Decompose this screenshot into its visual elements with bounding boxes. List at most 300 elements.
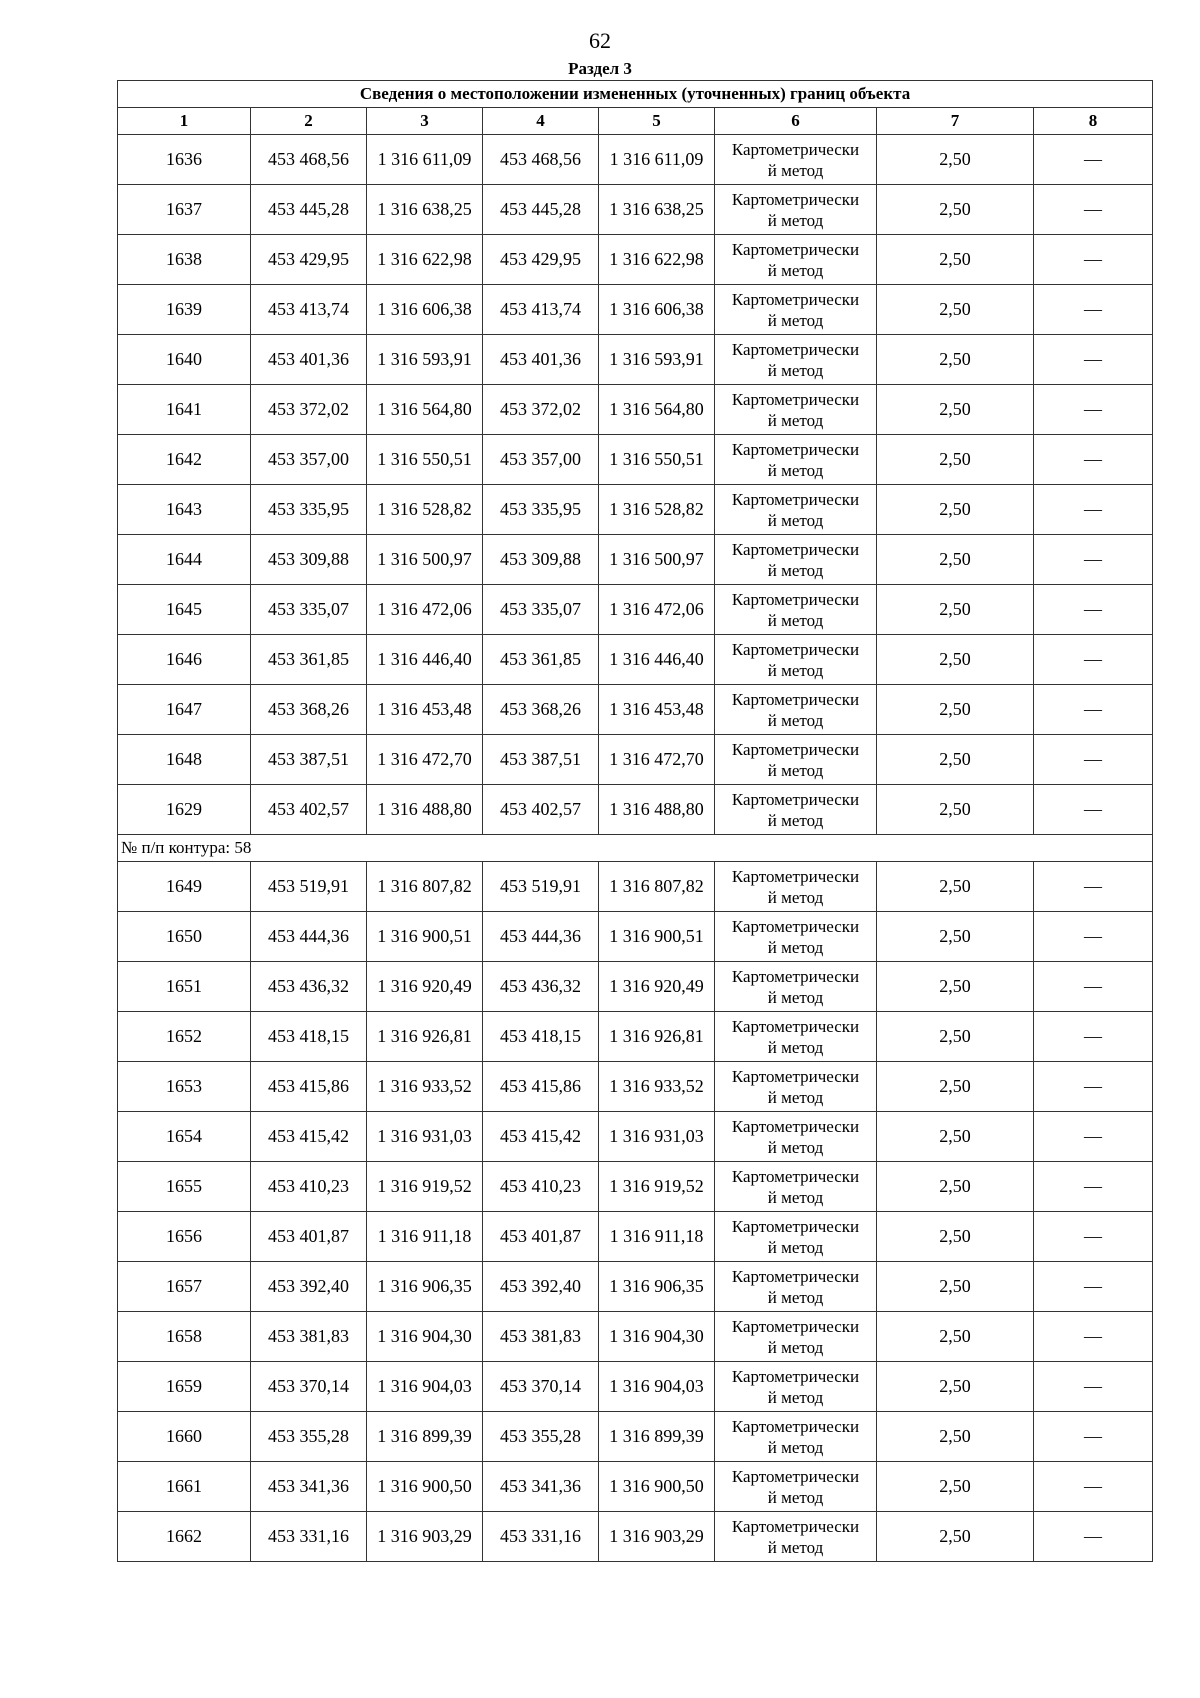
coordinate-y-cell: 1 316 931,03 — [367, 1112, 483, 1162]
coordinate-x-cell: 453 401,87 — [251, 1212, 367, 1262]
point-number-cell: 1652 — [118, 1012, 251, 1062]
method-line: й метод — [767, 1187, 824, 1207]
coordinate-y-cell: 1 316 903,29 — [599, 1512, 715, 1562]
coordinate-y-cell: 1 316 453,48 — [367, 685, 483, 735]
table-row — [118, 1212, 1153, 1262]
method-line: й метод — [767, 460, 824, 480]
empty-value-cell: — — [1034, 1112, 1153, 1162]
method-cell — [715, 735, 877, 785]
method-cell — [715, 185, 877, 235]
coordinate-y-cell: 1 316 606,38 — [367, 285, 483, 335]
method-line: Картометрически — [731, 1166, 860, 1186]
accuracy-cell: 2,50 — [877, 535, 1034, 585]
point-number-cell: 1639 — [118, 285, 251, 335]
coordinate-x-cell: 453 355,28 — [251, 1412, 367, 1462]
empty-value-cell: — — [1034, 1162, 1153, 1212]
method-cell — [715, 635, 877, 685]
accuracy-cell: 2,50 — [877, 285, 1034, 335]
coordinate-y-cell: 1 316 446,40 — [367, 635, 483, 685]
point-number-cell: 1661 — [118, 1462, 251, 1512]
method-line: Картометрически — [731, 1366, 860, 1386]
coordinate-x-cell: 453 309,88 — [483, 535, 599, 585]
contour-label: № п/п контура: 58 — [118, 835, 1153, 862]
coordinate-y-cell: 1 316 807,82 — [599, 862, 715, 912]
method-cell — [715, 385, 877, 435]
accuracy-cell: 2,50 — [877, 1312, 1034, 1362]
coordinate-y-cell: 1 316 919,52 — [367, 1162, 483, 1212]
method-line: й метод — [767, 560, 824, 580]
empty-value-cell: — — [1034, 185, 1153, 235]
coordinate-y-cell: 1 316 528,82 — [367, 485, 483, 535]
coordinate-y-cell: 1 316 933,52 — [367, 1062, 483, 1112]
accuracy-cell: 2,50 — [877, 685, 1034, 735]
point-number-cell: 1656 — [118, 1212, 251, 1262]
method-line: Картометрически — [731, 916, 860, 936]
method-cell — [715, 135, 877, 185]
coordinate-y-cell: 1 316 900,50 — [599, 1462, 715, 1512]
method-cell — [715, 485, 877, 535]
empty-value-cell: — — [1034, 962, 1153, 1012]
table-row — [118, 1262, 1153, 1312]
coordinate-x-cell: 453 341,36 — [251, 1462, 367, 1512]
method-line: Картометрически — [731, 639, 860, 659]
coordinate-x-cell: 453 309,88 — [251, 535, 367, 585]
coordinate-y-cell: 1 316 528,82 — [599, 485, 715, 535]
accuracy-cell: 2,50 — [877, 435, 1034, 485]
coordinate-x-cell: 453 335,95 — [483, 485, 599, 535]
column-number-header: 1 — [118, 108, 251, 135]
method-line: й метод — [767, 210, 824, 230]
method-cell — [715, 1462, 877, 1512]
coordinate-x-cell: 453 429,95 — [483, 235, 599, 285]
coordinate-x-cell: 453 418,15 — [251, 1012, 367, 1062]
coordinate-x-cell: 453 418,15 — [483, 1012, 599, 1062]
method-line: Картометрически — [731, 439, 860, 459]
table-row — [118, 1312, 1153, 1362]
method-cell — [715, 1012, 877, 1062]
coordinate-y-cell: 1 316 906,35 — [599, 1262, 715, 1312]
method-line: Картометрически — [731, 339, 860, 359]
accuracy-cell: 2,50 — [877, 785, 1034, 835]
coordinate-y-cell: 1 316 488,80 — [367, 785, 483, 835]
method-line: й метод — [767, 1537, 824, 1557]
coordinate-y-cell: 1 316 550,51 — [599, 435, 715, 485]
method-line: й метод — [767, 610, 824, 630]
coordinate-x-cell: 453 415,42 — [251, 1112, 367, 1162]
column-number-header: 4 — [483, 108, 599, 135]
coordinate-y-cell: 1 316 472,06 — [599, 585, 715, 635]
table-row — [118, 1062, 1153, 1112]
contour-row — [118, 835, 1153, 862]
accuracy-cell: 2,50 — [877, 485, 1034, 535]
empty-value-cell: — — [1034, 912, 1153, 962]
table-row — [118, 185, 1153, 235]
coordinate-x-cell: 453 413,74 — [251, 285, 367, 335]
coordinate-y-cell: 1 316 611,09 — [599, 135, 715, 185]
coordinate-x-cell: 453 468,56 — [251, 135, 367, 185]
boundary-coordinates-table — [117, 80, 1153, 1562]
coordinate-y-cell: 1 316 593,91 — [367, 335, 483, 385]
point-number-cell: 1640 — [118, 335, 251, 385]
empty-value-cell: — — [1034, 285, 1153, 335]
method-cell — [715, 285, 877, 335]
point-number-cell: 1658 — [118, 1312, 251, 1362]
coordinate-y-cell: 1 316 919,52 — [599, 1162, 715, 1212]
accuracy-cell: 2,50 — [877, 335, 1034, 385]
coordinate-x-cell: 453 415,86 — [483, 1062, 599, 1112]
accuracy-cell: 2,50 — [877, 1112, 1034, 1162]
point-number-cell: 1649 — [118, 862, 251, 912]
coordinate-y-cell: 1 316 926,81 — [599, 1012, 715, 1062]
coordinate-x-cell: 453 436,32 — [483, 962, 599, 1012]
coordinate-y-cell: 1 316 911,18 — [599, 1212, 715, 1262]
table-row — [118, 685, 1153, 735]
method-line: Картометрически — [731, 689, 860, 709]
accuracy-cell: 2,50 — [877, 135, 1034, 185]
table-row — [118, 1362, 1153, 1412]
point-number-cell: 1655 — [118, 1162, 251, 1212]
point-number-cell: 1644 — [118, 535, 251, 585]
point-number-cell: 1646 — [118, 635, 251, 685]
point-number-cell: 1643 — [118, 485, 251, 535]
method-cell — [715, 1412, 877, 1462]
method-line: й метод — [767, 660, 824, 680]
method-cell — [715, 1162, 877, 1212]
point-number-cell: 1660 — [118, 1412, 251, 1462]
column-number-header: 3 — [367, 108, 483, 135]
method-line: й метод — [767, 1237, 824, 1257]
coordinate-x-cell: 453 335,07 — [483, 585, 599, 635]
coordinate-y-cell: 1 316 904,30 — [367, 1312, 483, 1362]
coordinate-x-cell: 453 444,36 — [483, 912, 599, 962]
point-number-cell: 1647 — [118, 685, 251, 735]
method-line: Картометрически — [731, 1116, 860, 1136]
column-number-header: 2 — [251, 108, 367, 135]
coordinate-x-cell: 453 519,91 — [483, 862, 599, 912]
table-row — [118, 912, 1153, 962]
table-row — [118, 485, 1153, 535]
method-line: Картометрически — [731, 139, 860, 159]
accuracy-cell: 2,50 — [877, 1212, 1034, 1262]
empty-value-cell: — — [1034, 585, 1153, 635]
point-number-cell: 1637 — [118, 185, 251, 235]
table-row — [118, 1012, 1153, 1062]
method-cell — [715, 1512, 877, 1562]
coordinate-y-cell: 1 316 472,70 — [599, 735, 715, 785]
coordinate-x-cell: 453 410,23 — [251, 1162, 367, 1212]
coordinate-y-cell: 1 316 807,82 — [367, 862, 483, 912]
coordinate-y-cell: 1 316 611,09 — [367, 135, 483, 185]
coordinate-y-cell: 1 316 931,03 — [599, 1112, 715, 1162]
coordinate-y-cell: 1 316 933,52 — [599, 1062, 715, 1112]
accuracy-cell: 2,50 — [877, 1262, 1034, 1312]
empty-value-cell: — — [1034, 1062, 1153, 1112]
method-cell — [715, 1262, 877, 1312]
table-row — [118, 535, 1153, 585]
table-body — [118, 135, 1153, 1562]
method-cell — [715, 785, 877, 835]
coordinate-y-cell: 1 316 564,80 — [599, 385, 715, 435]
accuracy-cell: 2,50 — [877, 1012, 1034, 1062]
table-row — [118, 1162, 1153, 1212]
method-line: Картометрически — [731, 489, 860, 509]
empty-value-cell: — — [1034, 1512, 1153, 1562]
method-line: Картометрически — [731, 1416, 860, 1436]
point-number-cell: 1648 — [118, 735, 251, 785]
coordinate-x-cell: 453 335,07 — [251, 585, 367, 635]
coordinate-y-cell: 1 316 606,38 — [599, 285, 715, 335]
empty-value-cell: — — [1034, 485, 1153, 535]
accuracy-cell: 2,50 — [877, 862, 1034, 912]
coordinate-x-cell: 453 413,74 — [483, 285, 599, 335]
method-line: й метод — [767, 1387, 824, 1407]
accuracy-cell: 2,50 — [877, 735, 1034, 785]
page-number: 62 — [589, 28, 611, 53]
accuracy-cell: 2,50 — [877, 235, 1034, 285]
accuracy-cell: 2,50 — [877, 585, 1034, 635]
method-line: й метод — [767, 510, 824, 530]
coordinate-x-cell: 453 415,86 — [251, 1062, 367, 1112]
coordinate-y-cell: 1 316 899,39 — [367, 1412, 483, 1462]
section-title: Раздел 3 — [568, 59, 632, 78]
coordinate-x-cell: 453 392,40 — [483, 1262, 599, 1312]
method-line: Картометрически — [731, 866, 860, 886]
point-number-cell: 1662 — [118, 1512, 251, 1562]
empty-value-cell: — — [1034, 1262, 1153, 1312]
coordinate-x-cell: 453 468,56 — [483, 135, 599, 185]
method-cell — [715, 435, 877, 485]
coordinate-y-cell: 1 316 550,51 — [367, 435, 483, 485]
coordinate-x-cell: 453 361,85 — [483, 635, 599, 685]
coordinate-y-cell: 1 316 622,98 — [367, 235, 483, 285]
coordinate-x-cell: 453 445,28 — [251, 185, 367, 235]
coordinate-x-cell: 453 368,26 — [251, 685, 367, 735]
method-cell — [715, 862, 877, 912]
coordinate-y-cell: 1 316 564,80 — [367, 385, 483, 435]
table-row — [118, 135, 1153, 185]
method-cell — [715, 1212, 877, 1262]
coordinate-y-cell: 1 316 453,48 — [599, 685, 715, 735]
method-line: й метод — [767, 1137, 824, 1157]
point-number-cell: 1629 — [118, 785, 251, 835]
coordinate-x-cell: 453 415,42 — [483, 1112, 599, 1162]
coordinate-x-cell: 453 357,00 — [483, 435, 599, 485]
coordinate-y-cell: 1 316 472,70 — [367, 735, 483, 785]
point-number-cell: 1657 — [118, 1262, 251, 1312]
table-row — [118, 962, 1153, 1012]
table-row — [118, 1112, 1153, 1162]
coordinate-y-cell: 1 316 446,40 — [599, 635, 715, 685]
table-row — [118, 385, 1153, 435]
empty-value-cell: — — [1034, 1362, 1153, 1412]
coordinate-y-cell: 1 316 622,98 — [599, 235, 715, 285]
method-line: Картометрически — [731, 789, 860, 809]
point-number-cell: 1641 — [118, 385, 251, 435]
method-line: й метод — [767, 887, 824, 907]
coordinate-x-cell: 453 381,83 — [483, 1312, 599, 1362]
point-number-cell: 1645 — [118, 585, 251, 635]
coordinate-x-cell: 453 361,85 — [251, 635, 367, 685]
method-line: й метод — [767, 987, 824, 1007]
coordinate-y-cell: 1 316 638,25 — [367, 185, 483, 235]
table-title: Сведения о местоположении измененных (уточненных) границ объекта — [118, 81, 1153, 108]
coordinate-x-cell: 453 445,28 — [483, 185, 599, 235]
point-number-cell: 1638 — [118, 235, 251, 285]
method-line: Картометрически — [731, 1466, 860, 1486]
method-line: Картометрически — [731, 1216, 860, 1236]
coordinate-y-cell: 1 316 899,39 — [599, 1412, 715, 1462]
coordinate-x-cell: 453 519,91 — [251, 862, 367, 912]
point-number-cell: 1654 — [118, 1112, 251, 1162]
method-cell — [715, 962, 877, 1012]
method-line: й метод — [767, 760, 824, 780]
coordinate-y-cell: 1 316 488,80 — [599, 785, 715, 835]
method-line: й метод — [767, 310, 824, 330]
method-cell — [715, 335, 877, 385]
coordinate-x-cell: 453 357,00 — [251, 435, 367, 485]
method-line: Картометрически — [731, 239, 860, 259]
coordinate-x-cell: 453 372,02 — [483, 385, 599, 435]
coordinate-y-cell: 1 316 906,35 — [367, 1262, 483, 1312]
accuracy-cell: 2,50 — [877, 1512, 1034, 1562]
coordinate-x-cell: 453 429,95 — [251, 235, 367, 285]
coordinate-y-cell: 1 316 911,18 — [367, 1212, 483, 1262]
coordinate-x-cell: 453 387,51 — [483, 735, 599, 785]
table-row — [118, 285, 1153, 335]
method-line: Картометрически — [731, 389, 860, 409]
empty-value-cell: — — [1034, 535, 1153, 585]
accuracy-cell: 2,50 — [877, 635, 1034, 685]
coordinate-y-cell: 1 316 904,30 — [599, 1312, 715, 1362]
column-number-header: 8 — [1034, 108, 1153, 135]
point-number-cell: 1636 — [118, 135, 251, 185]
method-cell — [715, 912, 877, 962]
table-row — [118, 1412, 1153, 1462]
method-line: й метод — [767, 1437, 824, 1457]
coordinate-x-cell: 453 402,57 — [483, 785, 599, 835]
coordinate-y-cell: 1 316 472,06 — [367, 585, 483, 635]
empty-value-cell: — — [1034, 1462, 1153, 1512]
empty-value-cell: — — [1034, 735, 1153, 785]
method-cell — [715, 1112, 877, 1162]
coordinate-x-cell: 453 444,36 — [251, 912, 367, 962]
coordinate-y-cell: 1 316 904,03 — [367, 1362, 483, 1412]
coordinate-x-cell: 453 331,16 — [251, 1512, 367, 1562]
table-row — [118, 1512, 1153, 1562]
coordinate-y-cell: 1 316 904,03 — [599, 1362, 715, 1412]
column-number-header: 5 — [599, 108, 715, 135]
coordinate-y-cell: 1 316 900,50 — [367, 1462, 483, 1512]
method-line: Картометрически — [731, 1266, 860, 1286]
coordinate-x-cell: 453 387,51 — [251, 735, 367, 785]
coordinate-y-cell: 1 316 900,51 — [599, 912, 715, 962]
method-cell — [715, 685, 877, 735]
accuracy-cell: 2,50 — [877, 962, 1034, 1012]
column-number-header: 7 — [877, 108, 1034, 135]
method-line: Картометрически — [731, 1516, 860, 1536]
empty-value-cell: — — [1034, 785, 1153, 835]
coordinate-x-cell: 453 401,36 — [251, 335, 367, 385]
table-row — [118, 435, 1153, 485]
empty-value-cell: — — [1034, 1212, 1153, 1262]
coordinate-x-cell: 453 341,36 — [483, 1462, 599, 1512]
accuracy-cell: 2,50 — [877, 912, 1034, 962]
accuracy-cell: 2,50 — [877, 1362, 1034, 1412]
method-line: й метод — [767, 160, 824, 180]
coordinate-x-cell: 453 331,16 — [483, 1512, 599, 1562]
accuracy-cell: 2,50 — [877, 1412, 1034, 1462]
empty-value-cell: — — [1034, 385, 1153, 435]
coordinate-y-cell: 1 316 920,49 — [367, 962, 483, 1012]
coordinate-y-cell: 1 316 500,97 — [367, 535, 483, 585]
table-row — [118, 785, 1153, 835]
coordinate-y-cell: 1 316 500,97 — [599, 535, 715, 585]
method-line: й метод — [767, 937, 824, 957]
point-number-cell: 1651 — [118, 962, 251, 1012]
table-row — [118, 635, 1153, 685]
empty-value-cell: — — [1034, 235, 1153, 285]
coordinate-x-cell: 453 401,87 — [483, 1212, 599, 1262]
coordinate-x-cell: 453 410,23 — [483, 1162, 599, 1212]
method-line: Картометрически — [731, 539, 860, 559]
coordinate-x-cell: 453 355,28 — [483, 1412, 599, 1462]
method-line: Картометрически — [731, 1066, 860, 1086]
table-row — [118, 862, 1153, 912]
empty-value-cell: — — [1034, 635, 1153, 685]
coordinate-x-cell: 453 392,40 — [251, 1262, 367, 1312]
accuracy-cell: 2,50 — [877, 1162, 1034, 1212]
method-line: й метод — [767, 360, 824, 380]
coordinate-x-cell: 453 370,14 — [251, 1362, 367, 1412]
table-row — [118, 585, 1153, 635]
column-number-header: 6 — [715, 108, 877, 135]
method-cell — [715, 1062, 877, 1112]
coordinate-x-cell: 453 370,14 — [483, 1362, 599, 1412]
empty-value-cell: — — [1034, 135, 1153, 185]
method-line: Картометрически — [731, 966, 860, 986]
table-row — [118, 1462, 1153, 1512]
table-row — [118, 335, 1153, 385]
coordinate-y-cell: 1 316 920,49 — [599, 962, 715, 1012]
method-cell — [715, 235, 877, 285]
empty-value-cell: — — [1034, 335, 1153, 385]
coordinate-y-cell: 1 316 926,81 — [367, 1012, 483, 1062]
empty-value-cell: — — [1034, 685, 1153, 735]
accuracy-cell: 2,50 — [877, 1062, 1034, 1112]
empty-value-cell: — — [1034, 1312, 1153, 1362]
method-cell — [715, 1362, 877, 1412]
coordinate-x-cell: 453 368,26 — [483, 685, 599, 735]
point-number-cell: 1650 — [118, 912, 251, 962]
method-line: й метод — [767, 1087, 824, 1107]
method-line: й метод — [767, 410, 824, 430]
coordinate-x-cell: 453 401,36 — [483, 335, 599, 385]
accuracy-cell: 2,50 — [877, 185, 1034, 235]
coordinate-x-cell: 453 436,32 — [251, 962, 367, 1012]
method-line: й метод — [767, 810, 824, 830]
method-line: й метод — [767, 710, 824, 730]
method-cell — [715, 535, 877, 585]
coordinate-y-cell: 1 316 593,91 — [599, 335, 715, 385]
point-number-cell: 1653 — [118, 1062, 251, 1112]
method-line: Картометрически — [731, 1316, 860, 1336]
table-row — [118, 235, 1153, 285]
empty-value-cell: — — [1034, 435, 1153, 485]
method-line: й метод — [767, 1487, 824, 1507]
method-line: Картометрически — [731, 189, 860, 209]
method-line: й метод — [767, 1337, 824, 1357]
method-line: й метод — [767, 1037, 824, 1057]
